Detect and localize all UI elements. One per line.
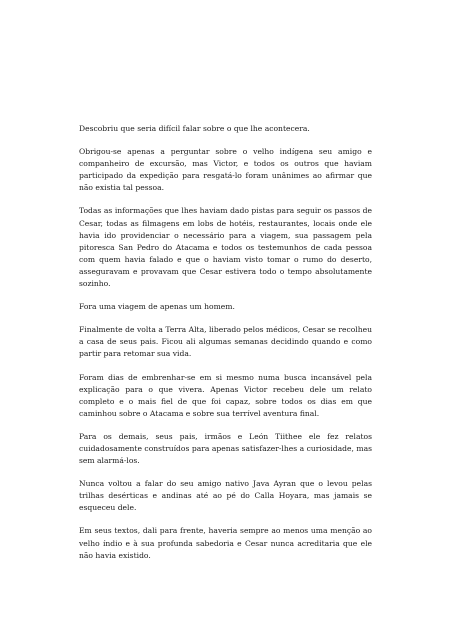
paragraph-7: Para os demais, seus pais, irmãos e León Tiithee ele fez relatos cuidadosamente construídos para apenas satisfazer-lhes a curiosidade, mas sem alarmá-los.: [79, 431, 372, 466]
paragraph-6: Foram dias de embrenhar-se em si mesmo numa busca incansável pela explicação para o que vivera. Apenas Victor recebeu dele um relato completo e o mais fiel de que foi capaz, sobre todos os dias em que caminhou sobre o Atacama e sobre sua terrível aventura final.: [79, 372, 372, 418]
body-text: [79, 123, 372, 562]
paragraph-4: Fora uma viagem de apenas um homem.: [79, 302, 235, 312]
paragraph-5: Finalmente de volta a Terra Alta, liberado pelos médicos, Cesar se recolheu a casa de seus pais. Ficou ali algumas semanas decidindo quando e como partir para retomar sua vida.: [79, 325, 372, 359]
paragraph-2: Obrigou-se apenas a perguntar sobre o velho indígena seu amigo e companheiro de excursão, mas Victor, e todos os outros que haviam participado da expedição para resgatá-lo foram unânimes ao afirmar que não existia tal pessoa.: [79, 147, 372, 193]
paragraph-3: Todas as informações que lhes haviam dado pistas para seguir os passos de Cesar, todas as filmagens em lobs de hotéis, restaurantes, locais onde ele havia ido providenciar o necessário para a viagem, sua passagem pela pitoresca San Pedro do Atacama e todos os testemunhos de cada pessoa com quem havia falado e que o haviam visto tomar o rumo do deserto, asseguravam e provavam que Cesar estivera todo o tempo absolutamente sozinho.: [79, 206, 372, 289]
paragraph-8: Nunca voltou a falar do seu amigo nativo Java Ayran que o levou pelas trilhas desérticas e andinas até ao pé do Calla Hoyara, mas jamais se esqueceu dele.: [79, 479, 372, 513]
paragraph-1: Descobriu que seria difícil falar sobre o que lhe acontecera.: [79, 124, 310, 133]
paragraph-9: Em seus textos, dali para frente, haveria sempre ao menos uma menção ao velho índio e à sua profunda sabedoria e Cesar nunca acreditaria que ele não havia existido.: [79, 526, 372, 560]
